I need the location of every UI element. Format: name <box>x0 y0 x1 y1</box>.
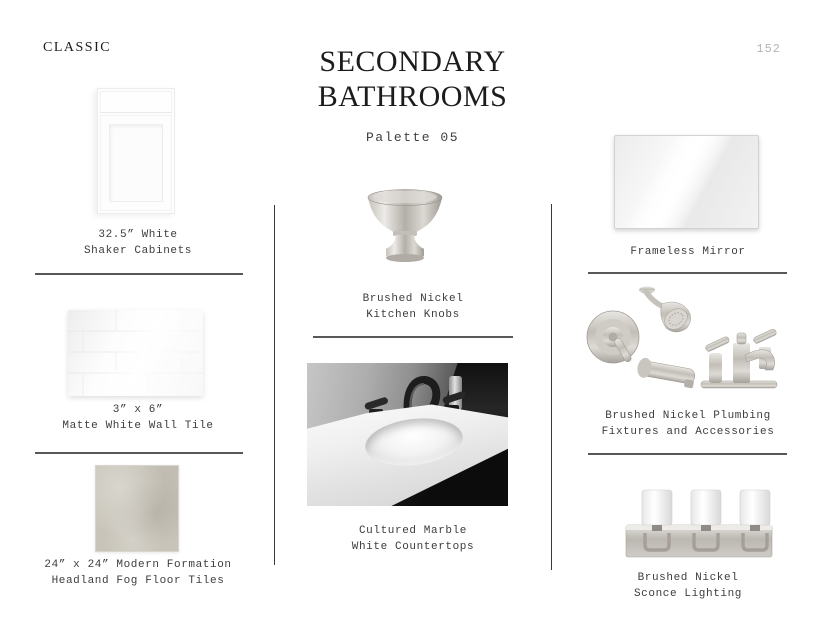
caption-line: Kitchen Knobs <box>366 309 460 321</box>
column-divider-right <box>551 204 552 570</box>
section-divider <box>35 452 243 454</box>
caption-kitchen-knobs <box>293 291 533 323</box>
cabinet-recessed-panel <box>109 124 163 202</box>
caption-countertops <box>293 523 533 555</box>
tile-sheen <box>68 310 203 396</box>
caption-line: Fixtures and Accessories <box>601 426 775 438</box>
caption-line: Cultured Marble <box>358 525 468 537</box>
sconce-light-image <box>625 489 773 561</box>
caption-line: Brushed Nickel <box>637 572 739 584</box>
cabinet-knob-image <box>366 189 444 267</box>
caption-line: White Countertops <box>351 541 475 553</box>
caption-line: 32.5” White <box>98 229 178 241</box>
floor-tile-image <box>95 465 179 552</box>
caption-line: 24” x 24” Modern Formation <box>44 559 232 571</box>
palette-label: Palette 05 <box>365 130 459 145</box>
caption-line: Shaker Cabinets <box>83 245 193 257</box>
plumbing-fixtures-image <box>583 285 778 395</box>
page-number: 152 <box>756 42 781 56</box>
section-divider <box>313 336 513 338</box>
caption-line: Brushed Nickel Plumbing <box>605 410 771 422</box>
caption-line: Brushed Nickel <box>362 293 464 305</box>
wall-tile-image <box>68 310 203 396</box>
caption-line: 3” x 6” <box>112 404 164 416</box>
caption-shaker-cabinets <box>18 227 258 259</box>
cabinet-door <box>100 115 172 211</box>
frameless-mirror-image <box>614 135 759 229</box>
caption-line: Matte White Wall Tile <box>62 420 214 432</box>
section-divider <box>588 272 787 274</box>
countertop-photo <box>307 363 508 506</box>
section-divider <box>588 453 787 455</box>
caption-wall-tile <box>18 402 258 434</box>
shaker-cabinet-image <box>97 88 175 214</box>
caption-line: Sconce Lighting <box>633 588 743 600</box>
caption-plumbing <box>568 408 808 440</box>
page-title-line1: SECONDARY <box>319 45 506 78</box>
caption-floor-tile <box>18 557 258 589</box>
page-title-line2: BATHROOMS <box>317 80 508 113</box>
caption-sconce <box>568 570 808 602</box>
collection-label: CLASSIC <box>43 40 112 55</box>
section-divider <box>35 273 243 275</box>
caption-line: Frameless Mirror <box>630 246 746 258</box>
caption-line: Headland Fog Floor Tiles <box>51 575 225 587</box>
column-divider-left <box>274 205 275 565</box>
cabinet-drawer-front <box>100 91 172 113</box>
caption-mirror <box>568 244 808 260</box>
